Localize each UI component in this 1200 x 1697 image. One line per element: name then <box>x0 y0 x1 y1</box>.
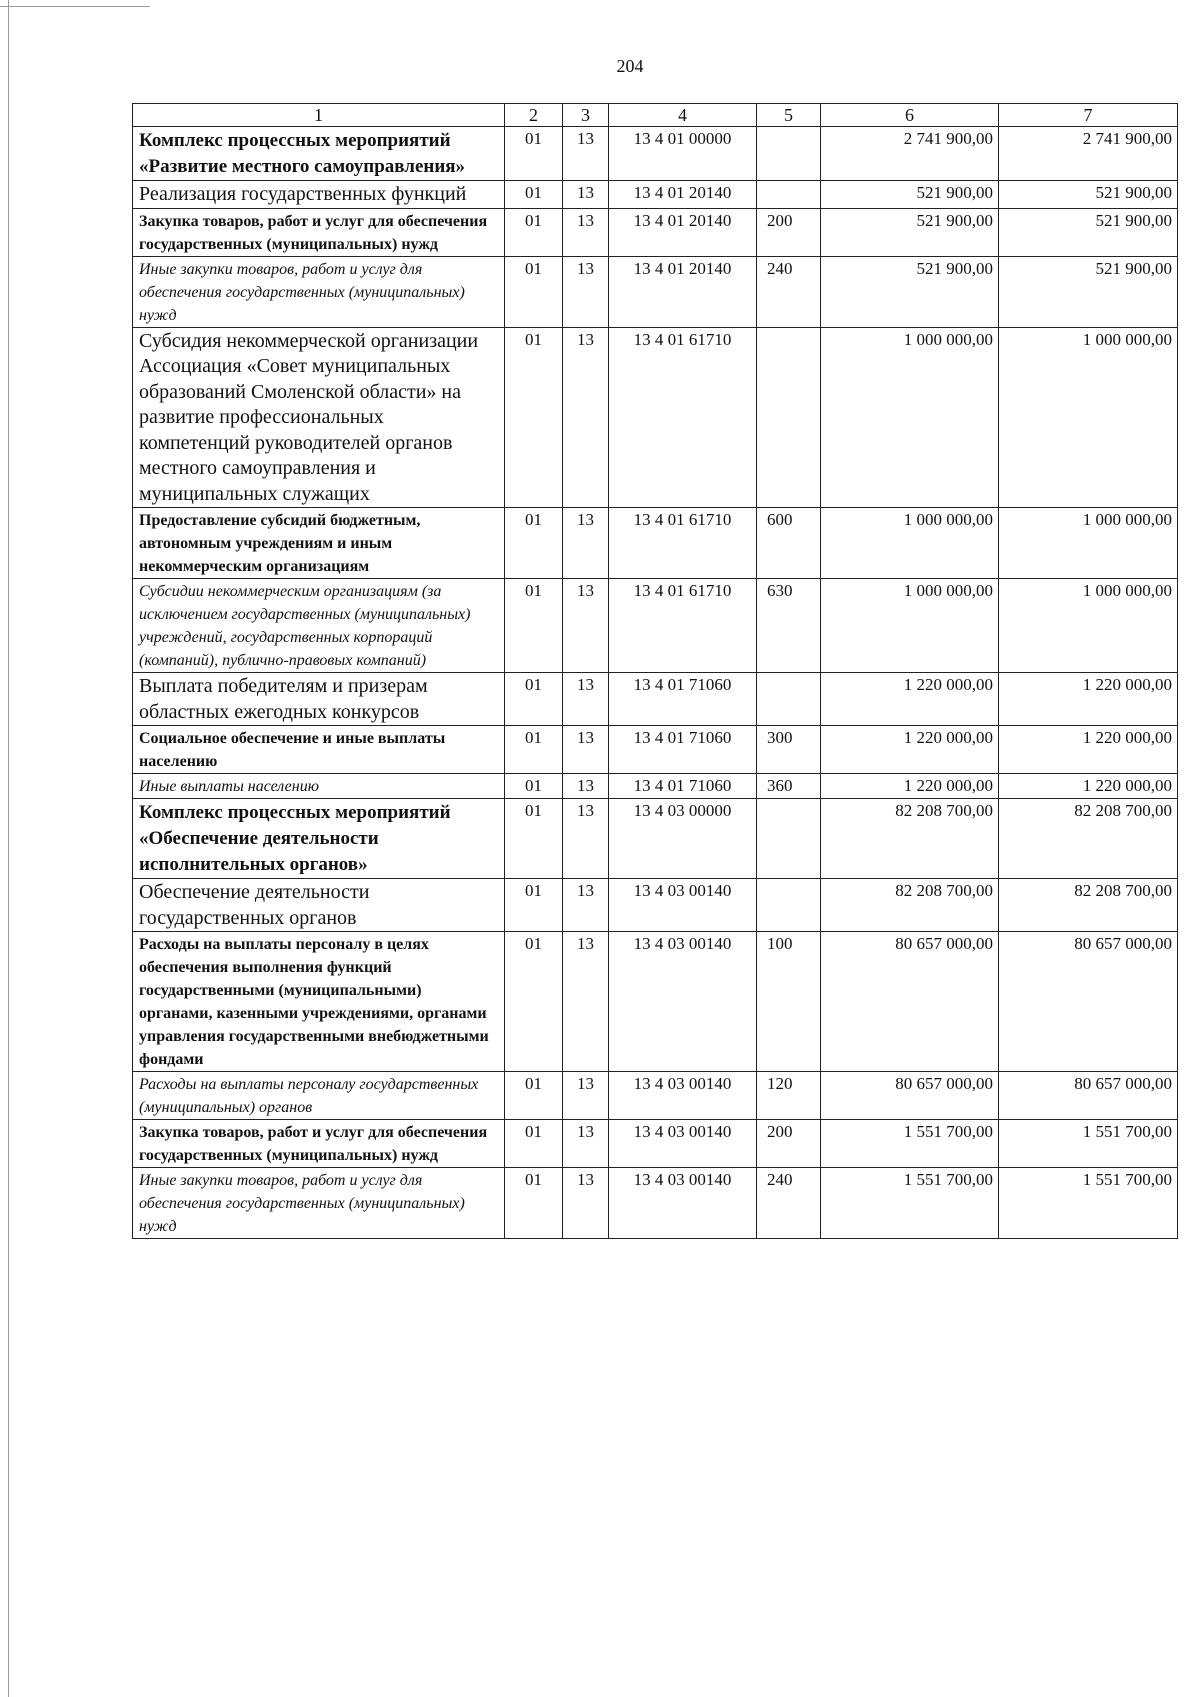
row-target-code: 13 4 03 00140 <box>609 879 757 932</box>
table-row <box>133 774 1178 799</box>
row-name: Субсидии некоммерческим организациям (за исключением государственных (муниципальных) учреждений, государственных корпораций (компаний), публично-правовых компаний) <box>133 579 505 673</box>
row-section: 01 <box>505 127 563 181</box>
table-row <box>133 208 1178 256</box>
header-col-7: 7 <box>999 104 1178 127</box>
row-target-code: 13 4 01 71060 <box>609 774 757 799</box>
row-section: 01 <box>505 579 563 673</box>
row-expense-type: 240 <box>757 256 821 327</box>
header-row <box>133 104 1178 127</box>
row-target-code: 13 4 01 61710 <box>609 327 757 508</box>
row-subsection: 13 <box>563 673 609 726</box>
row-subsection: 13 <box>563 1072 609 1120</box>
row-name: Иные закупки товаров, работ и услуг для обеспечения государственных (муниципальных) нужд <box>133 256 505 327</box>
header-col-5: 5 <box>757 104 821 127</box>
header-col-4: 4 <box>609 104 757 127</box>
row-target-code: 13 4 03 00140 <box>609 1168 757 1239</box>
row-amount-col7: 521 900,00 <box>999 256 1178 327</box>
row-expense-type: 600 <box>757 508 821 579</box>
row-subsection: 13 <box>563 726 609 774</box>
row-amount-col6: 1 000 000,00 <box>821 508 999 579</box>
row-section: 01 <box>505 208 563 256</box>
row-amount-col6: 1 551 700,00 <box>821 1120 999 1168</box>
row-amount-col7: 80 657 000,00 <box>999 1072 1178 1120</box>
row-amount-col6: 521 900,00 <box>821 256 999 327</box>
row-section: 01 <box>505 932 563 1072</box>
row-name: Обеспечение деятельности государственных органов <box>133 879 505 932</box>
row-expense-type: 630 <box>757 579 821 673</box>
table-row <box>133 726 1178 774</box>
row-subsection: 13 <box>563 1120 609 1168</box>
row-target-code: 13 4 01 71060 <box>609 673 757 726</box>
row-amount-col7: 80 657 000,00 <box>999 932 1178 1072</box>
row-expense-type <box>757 327 821 508</box>
row-name: Субсидия некоммерческой организации Ассоциация «Совет муниципальных образований Смоленской области» на развитие профессиональных компетенций руководителей органов местного самоуправления и муниципальных служащих <box>133 327 505 508</box>
table-row <box>133 799 1178 879</box>
row-section: 01 <box>505 774 563 799</box>
budget-table <box>132 103 1178 1239</box>
scan-edge-top <box>0 6 150 7</box>
row-target-code: 13 4 01 71060 <box>609 726 757 774</box>
row-amount-col6: 1 000 000,00 <box>821 579 999 673</box>
row-expense-type <box>757 673 821 726</box>
row-name: Комплекс процессных мероприятий «Обеспечение деятельности исполнительных органов» <box>133 799 505 879</box>
row-amount-col7: 82 208 700,00 <box>999 879 1178 932</box>
row-expense-type: 360 <box>757 774 821 799</box>
row-amount-col7: 1 551 700,00 <box>999 1168 1178 1239</box>
page-number: 204 <box>616 56 644 76</box>
row-section: 01 <box>505 1168 563 1239</box>
row-subsection: 13 <box>563 181 609 209</box>
row-name: Закупка товаров, работ и услуг для обеспечения государственных (муниципальных) нужд <box>133 208 505 256</box>
row-amount-col7: 1 551 700,00 <box>999 1120 1178 1168</box>
row-section: 01 <box>505 508 563 579</box>
table-row <box>133 673 1178 726</box>
row-section: 01 <box>505 1120 563 1168</box>
table-row <box>133 1168 1178 1239</box>
row-amount-col6: 80 657 000,00 <box>821 1072 999 1120</box>
table-row <box>133 879 1178 932</box>
row-amount-col6: 521 900,00 <box>821 208 999 256</box>
row-name: Иные закупки товаров, работ и услуг для обеспечения государственных (муниципальных) нужд <box>133 1168 505 1239</box>
row-expense-type: 120 <box>757 1072 821 1120</box>
row-amount-col6: 1 000 000,00 <box>821 327 999 508</box>
row-expense-type <box>757 127 821 181</box>
row-amount-col6: 1 220 000,00 <box>821 673 999 726</box>
row-amount-col7: 1 220 000,00 <box>999 673 1178 726</box>
row-subsection: 13 <box>563 127 609 181</box>
table-row <box>133 256 1178 327</box>
row-amount-col7: 1 000 000,00 <box>999 508 1178 579</box>
row-subsection: 13 <box>563 879 609 932</box>
row-expense-type <box>757 181 821 209</box>
table-row <box>133 1120 1178 1168</box>
row-section: 01 <box>505 673 563 726</box>
row-amount-col6: 80 657 000,00 <box>821 932 999 1072</box>
row-section: 01 <box>505 256 563 327</box>
row-section: 01 <box>505 799 563 879</box>
row-name: Предоставление субсидий бюджетным, автономным учреждениям и иным некоммерческим организациям <box>133 508 505 579</box>
header-col-3: 3 <box>563 104 609 127</box>
row-target-code: 13 4 03 00140 <box>609 1120 757 1168</box>
row-subsection: 13 <box>563 579 609 673</box>
row-target-code: 13 4 03 00000 <box>609 799 757 879</box>
row-section: 01 <box>505 1072 563 1120</box>
header-col-1: 1 <box>133 104 505 127</box>
row-target-code: 13 4 01 00000 <box>609 127 757 181</box>
header-col-6: 6 <box>821 104 999 127</box>
row-name: Комплекс процессных мероприятий «Развитие местного самоуправления» <box>133 127 505 181</box>
row-amount-col7: 82 208 700,00 <box>999 799 1178 879</box>
row-name: Реализация государственных функций <box>133 181 505 209</box>
row-expense-type: 240 <box>757 1168 821 1239</box>
table-row <box>133 127 1178 181</box>
row-amount-col6: 82 208 700,00 <box>821 879 999 932</box>
row-target-code: 13 4 01 20140 <box>609 181 757 209</box>
row-target-code: 13 4 03 00140 <box>609 1072 757 1120</box>
table-row <box>133 579 1178 673</box>
row-subsection: 13 <box>563 1168 609 1239</box>
row-subsection: 13 <box>563 799 609 879</box>
row-expense-type <box>757 799 821 879</box>
row-amount-col7: 2 741 900,00 <box>999 127 1178 181</box>
row-amount-col6: 521 900,00 <box>821 181 999 209</box>
row-expense-type: 200 <box>757 1120 821 1168</box>
row-subsection: 13 <box>563 508 609 579</box>
row-section: 01 <box>505 327 563 508</box>
row-target-code: 13 4 01 61710 <box>609 508 757 579</box>
row-name: Иные выплаты населению <box>133 774 505 799</box>
row-section: 01 <box>505 726 563 774</box>
row-amount-col6: 82 208 700,00 <box>821 799 999 879</box>
row-section: 01 <box>505 181 563 209</box>
scan-edge-left <box>8 0 9 1697</box>
table-row <box>133 181 1178 209</box>
row-amount-col7: 1 220 000,00 <box>999 726 1178 774</box>
row-amount-col6: 1 220 000,00 <box>821 774 999 799</box>
row-target-code: 13 4 01 20140 <box>609 256 757 327</box>
table-row <box>133 932 1178 1072</box>
row-name: Закупка товаров, работ и услуг для обеспечения государственных (муниципальных) нужд <box>133 1120 505 1168</box>
row-subsection: 13 <box>563 327 609 508</box>
row-amount-col7: 1 000 000,00 <box>999 579 1178 673</box>
row-expense-type: 300 <box>757 726 821 774</box>
row-name: Социальное обеспечение и иные выплаты населению <box>133 726 505 774</box>
row-amount-col6: 2 741 900,00 <box>821 127 999 181</box>
row-expense-type <box>757 879 821 932</box>
row-amount-col7: 521 900,00 <box>999 208 1178 256</box>
row-amount-col6: 1 551 700,00 <box>821 1168 999 1239</box>
row-target-code: 13 4 03 00140 <box>609 932 757 1072</box>
row-amount-col7: 1 000 000,00 <box>999 327 1178 508</box>
row-expense-type: 100 <box>757 932 821 1072</box>
row-amount-col6: 1 220 000,00 <box>821 726 999 774</box>
row-expense-type: 200 <box>757 208 821 256</box>
row-subsection: 13 <box>563 256 609 327</box>
row-section: 01 <box>505 879 563 932</box>
table-row <box>133 327 1178 508</box>
table-row <box>133 1072 1178 1120</box>
row-name: Расходы на выплаты персоналу государственных (муниципальных) органов <box>133 1072 505 1120</box>
row-subsection: 13 <box>563 774 609 799</box>
header-col-2: 2 <box>505 104 563 127</box>
row-amount-col7: 521 900,00 <box>999 181 1178 209</box>
row-subsection: 13 <box>563 208 609 256</box>
row-target-code: 13 4 01 61710 <box>609 579 757 673</box>
row-name: Расходы на выплаты персоналу в целях обеспечения выполнения функций государственными (муниципальными) органами, казенными учреждениями, органами управления государственными внебюджетными фондами <box>133 932 505 1072</box>
table-row <box>133 508 1178 579</box>
row-amount-col7: 1 220 000,00 <box>999 774 1178 799</box>
row-target-code: 13 4 01 20140 <box>609 208 757 256</box>
row-name: Выплата победителям и призерам областных ежегодных конкурсов <box>133 673 505 726</box>
row-subsection: 13 <box>563 932 609 1072</box>
